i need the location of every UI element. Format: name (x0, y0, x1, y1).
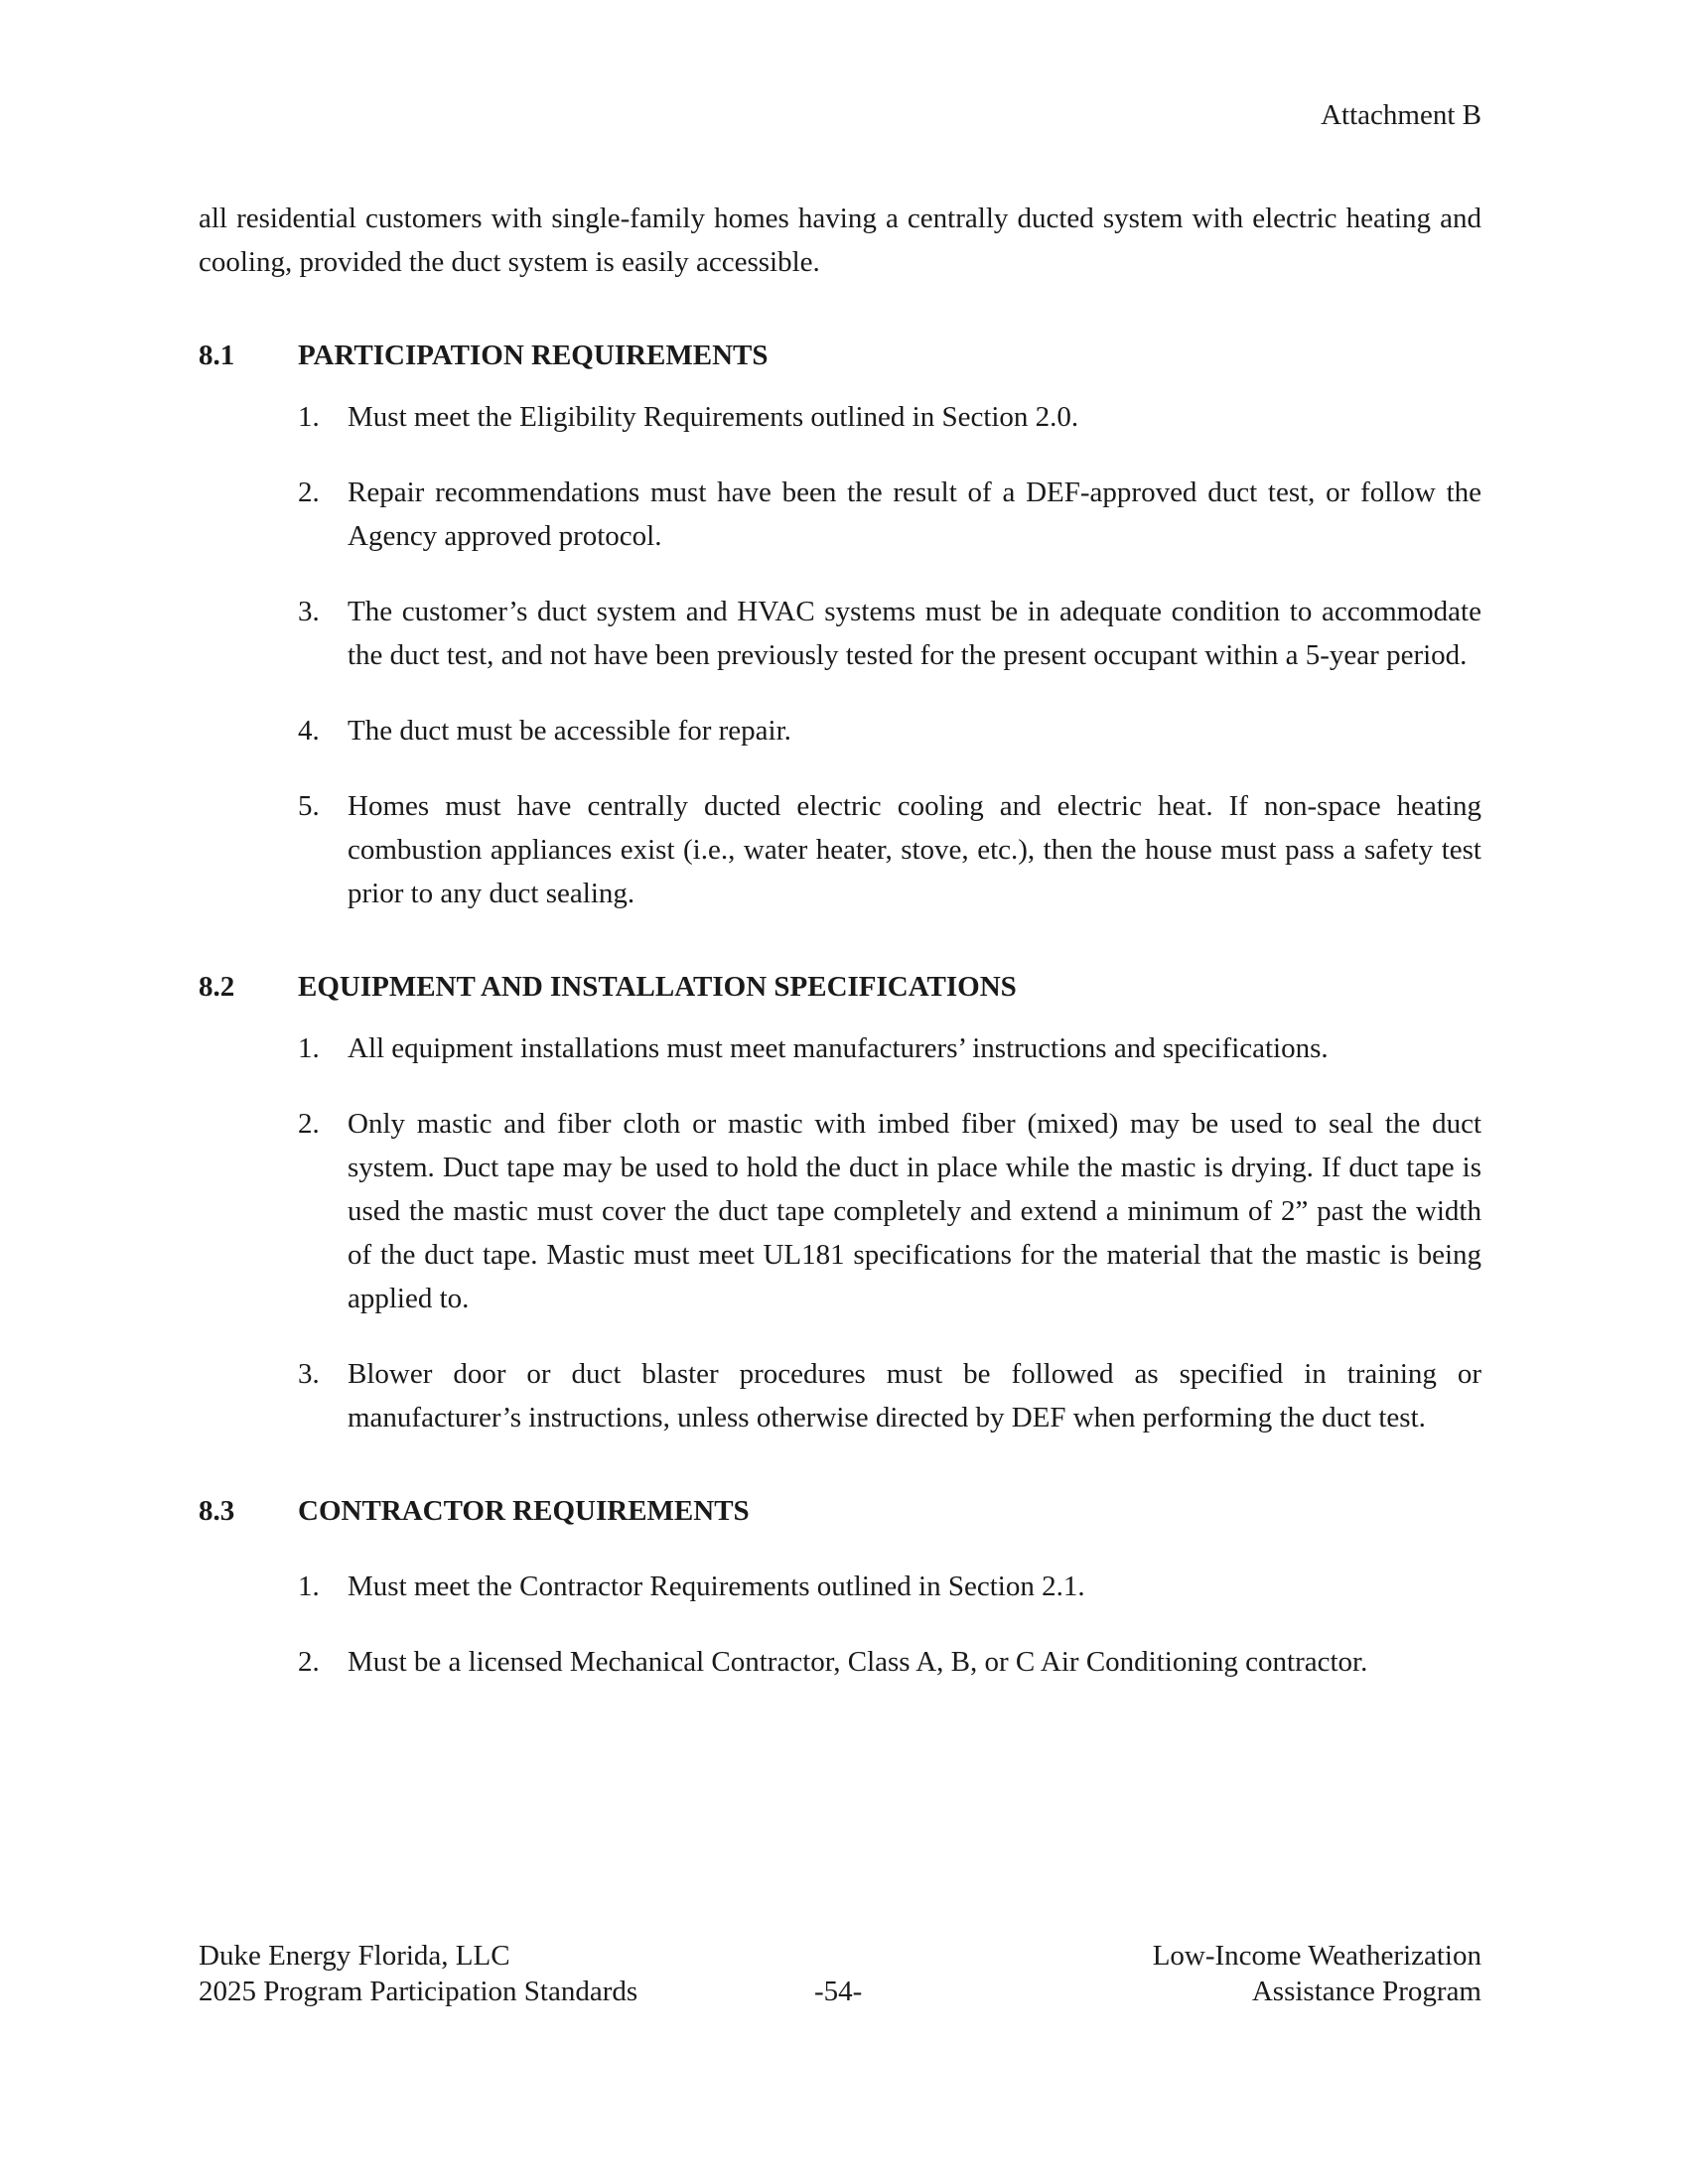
item-text: Repair recommendations must have been the result of a DEF-approved duct test, or follow the Agency approved protocol. (348, 477, 1481, 552)
item-number: 3. (298, 1358, 320, 1390)
list-item (199, 1640, 1481, 1684)
intro-paragraph: all residential customers with single-family homes having a centrally ducted system with electric heating and cooling, provided the duct system is easily accessible. (199, 203, 1481, 278)
item-number: 5. (298, 790, 320, 822)
item-number: 2. (298, 1646, 320, 1678)
page-footer (199, 1938, 1481, 2017)
company-name: Duke Energy Florida, LLC (199, 1940, 510, 1972)
section-heading (199, 965, 1481, 1009)
section-heading (199, 334, 1481, 377)
item-number: 3. (298, 596, 320, 627)
section-title: CONTRACTOR REQUIREMENTS (298, 1495, 750, 1527)
list-item (199, 1352, 1481, 1439)
list-item (199, 1102, 1481, 1320)
program-name-line2: Assistance Program (1251, 1976, 1481, 2007)
item-number: 1. (298, 1032, 320, 1064)
specifications-list (199, 1026, 1481, 1439)
item-text: Only mastic and fiber cloth or mastic with imbed fiber (mixed) may be used to seal the duct system. Duct tape may be used to hold the duct in place while the mastic is drying. If duct tape is used the mastic must cover the duct tape completely and extend a minimum of 2” past the width of the duct tape. Mastic must meet UL181 specifications for the material that the mastic is being applied to. (348, 1108, 1481, 1314)
list-item (199, 395, 1481, 439)
section-participation-requirements (199, 334, 1481, 915)
item-text: The customer’s duct system and HVAC systems must be in adequate condition to accommodate the duct test, and not have been previously tested for the present occupant within a 5-year period. (348, 596, 1481, 671)
item-text: Must meet the Contractor Requirements outlined in Section 2.1. (348, 1570, 1085, 1602)
item-text: Must be a licensed Mechanical Contractor, Class A, B, or C Air Conditioning contractor. (348, 1646, 1368, 1678)
item-number: 1. (298, 1570, 320, 1602)
section-number: 8.1 (199, 340, 235, 371)
item-number: 2. (298, 1108, 320, 1140)
list-item (199, 1565, 1481, 1608)
section-contractor-requirements (199, 1489, 1481, 1684)
list-item (199, 1026, 1481, 1070)
document-title: 2025 Program Participation Standards (199, 1976, 638, 2007)
item-text: Must meet the Eligibility Requirements outlined in Section 2.0. (348, 401, 1079, 433)
section-title: PARTICIPATION REQUIREMENTS (298, 340, 769, 371)
list-item (199, 471, 1481, 558)
section-number: 8.3 (199, 1495, 235, 1527)
section-heading (199, 1489, 1481, 1533)
section-number: 8.2 (199, 971, 235, 1003)
item-number: 1. (298, 401, 320, 433)
list-item (199, 590, 1481, 677)
item-text: Blower door or duct blaster procedures must be followed as specified in training or manufacturer’s instructions, unless otherwise directed by DEF when performing the duct test. (348, 1358, 1481, 1433)
contractor-list (199, 1565, 1481, 1684)
item-number: 4. (298, 715, 320, 747)
section-equipment-specifications (199, 965, 1481, 1439)
page-number: -54- (814, 1976, 863, 2007)
program-name-line1: Low-Income Weatherization (1152, 1940, 1481, 1972)
footer-left (199, 1938, 637, 2009)
list-item (199, 784, 1481, 915)
requirements-list (199, 395, 1481, 915)
item-text: The duct must be accessible for repair. (348, 715, 791, 747)
attachment-label: Attachment B (1321, 99, 1481, 131)
section-title: EQUIPMENT AND INSTALLATION SPECIFICATIONS (298, 971, 1017, 1003)
item-text: All equipment installations must meet manufacturers’ instructions and specifications. (348, 1032, 1329, 1064)
item-text: Homes must have centrally ducted electric cooling and electric heat. If non-space heating combustion appliances exist (i.e., water heater, stove, etc.), then the house must pass a safety test prior to any duct sealing. (348, 790, 1481, 909)
item-number: 2. (298, 477, 320, 508)
footer-right (1153, 1938, 1481, 2009)
list-item (199, 709, 1481, 752)
document-body (199, 197, 1481, 1684)
